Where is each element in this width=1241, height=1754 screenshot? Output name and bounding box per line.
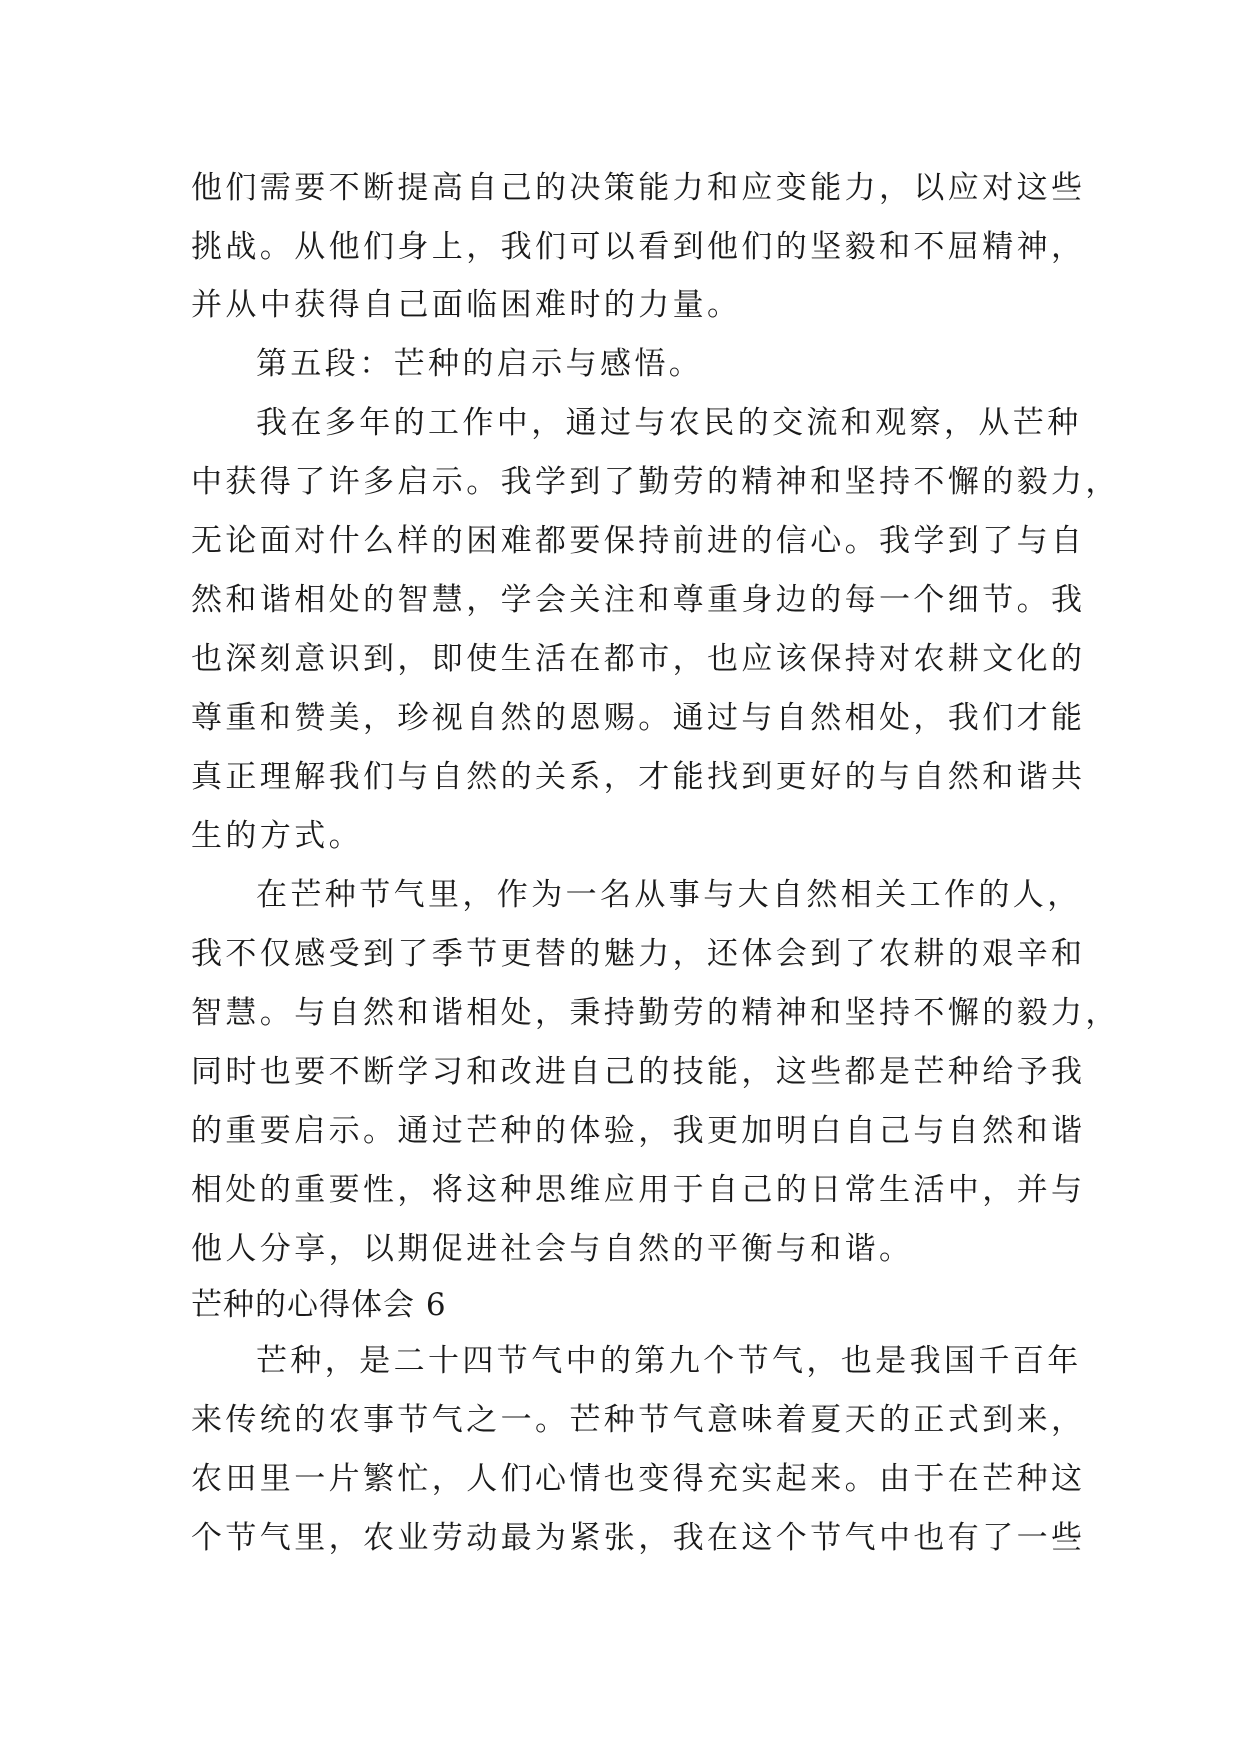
text-line: 中获得了许多启示。我学到了勤劳的精神和坚持不懈的毅力，	[191, 464, 1120, 500]
text-line: 他人分享，以期促进社会与自然的平衡与和谐。	[191, 1231, 914, 1267]
text-line: 相处的重要性，将这种思维应用于自己的日常生活中，并与	[191, 1172, 1086, 1208]
text-line: 的重要启示。通过芒种的体验，我更加明白自己与自然和谐	[191, 1113, 1086, 1149]
text-line: 生的方式。	[191, 818, 363, 854]
text-line: 并从中获得自己面临困难时的力量。	[191, 287, 742, 323]
text-line: 尊重和赞美，珍视自然的恩赐。通过与自然相处，我们才能	[191, 700, 1086, 736]
text-line: 在芒种节气里，作为一名从事与大自然相关工作的人，	[256, 877, 1082, 913]
section-heading: 第五段：芒种的启示与感悟。	[256, 346, 704, 382]
section-title: 芒种的心得体会 6	[191, 1287, 447, 1323]
text-line: 来传统的农事节气之一。芒种节气意味着夏天的正式到来，	[191, 1402, 1086, 1438]
text-line: 同时也要不断学习和改进自己的技能，这些都是芒种给予我	[191, 1054, 1086, 1090]
text-line: 我不仅感受到了季节更替的魅力，还体会到了农耕的艰辛和	[191, 936, 1086, 972]
text-line: 真正理解我们与自然的关系，才能找到更好的与自然和谐共	[191, 759, 1086, 795]
text-line: 个节气里，农业劳动最为紧张，我在这个节气中也有了一些	[191, 1520, 1086, 1556]
text-line: 然和谐相处的智慧，学会关注和尊重身边的每一个细节。我	[191, 582, 1086, 618]
text-line: 我在多年的工作中，通过与农民的交流和观察，从芒种	[256, 405, 1082, 441]
text-line: 他们需要不断提高自己的决策能力和应变能力，以应对这些	[191, 170, 1086, 206]
text-line: 挑战。从他们身上，我们可以看到他们的坚毅和不屈精神，	[191, 229, 1086, 265]
text-line: 也深刻意识到，即使生活在都市，也应该保持对农耕文化的	[191, 641, 1086, 677]
text-line: 农田里一片繁忙，人们心情也变得充实起来。由于在芒种这	[191, 1461, 1086, 1497]
text-line: 智慧。与自然和谐相处，秉持勤劳的精神和坚持不懈的毅力，	[191, 995, 1120, 1031]
text-line: 无论面对什么样的困难都要保持前进的信心。我学到了与自	[191, 523, 1086, 559]
text-line: 芒种，是二十四节气中的第九个节气，也是我国千百年	[256, 1343, 1082, 1379]
